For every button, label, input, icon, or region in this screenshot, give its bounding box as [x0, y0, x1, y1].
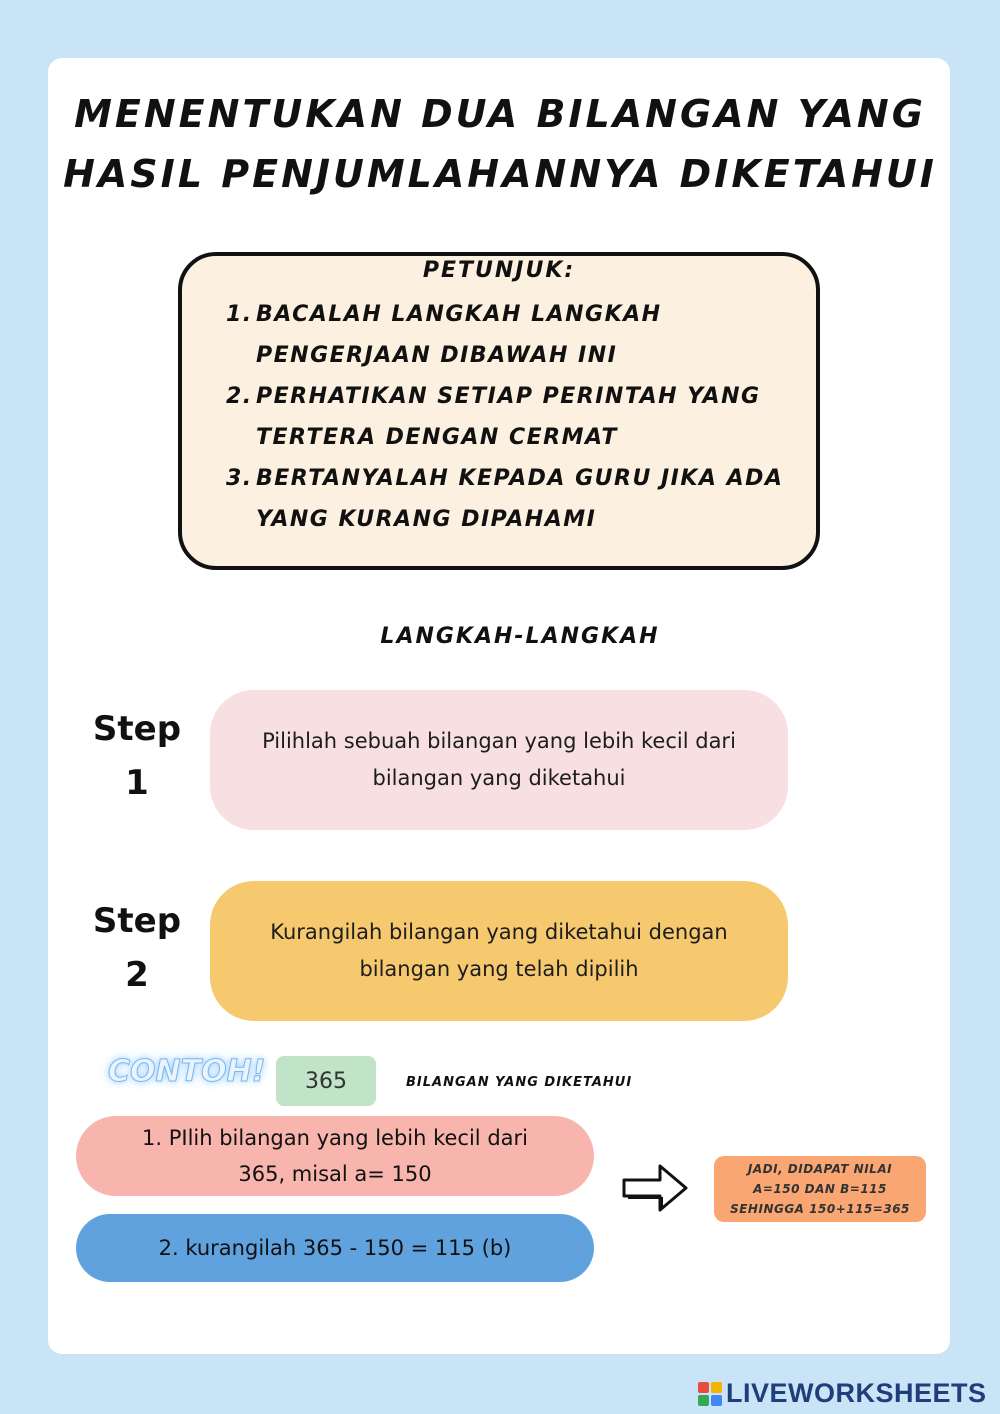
- liveworksheets-brand[interactable]: [698, 1378, 987, 1409]
- step-label-number: 1: [125, 763, 149, 803]
- result-line-3: SEHINGGA 150+115=365: [730, 1202, 910, 1216]
- instruction-text: BACALAH LANGKAH LANGKAH PENGERJAAN DIBAWAH INI: [256, 302, 662, 368]
- result-line-1: JADI, DIDAPAT NILAI: [747, 1162, 893, 1176]
- instruction-text: PERHATIKAN SETIAP PERINTAH YANG TERTERA DENGAN CERMAT: [256, 384, 761, 450]
- steps-heading: LANGKAH-LANGKAH: [380, 624, 660, 649]
- instructions-list: [226, 294, 796, 540]
- step-label-number: 2: [125, 955, 149, 995]
- example-step-1-text: 1. PIlih bilangan yang lebih kecil dari 365, misal a= 150: [142, 1126, 528, 1186]
- title-line-1: MENENTUKAN DUA BILANGAN YANG: [74, 92, 926, 136]
- liveworksheets-logo-icon: [698, 1382, 722, 1406]
- instruction-text: BERTANYALAH KEPADA GURU JIKA ADA YANG KURANG DIPAHAMI: [256, 466, 784, 532]
- known-number-label: BILANGAN YANG DIKETAHUI: [406, 1075, 633, 1090]
- step-label-word: Step: [92, 709, 182, 749]
- instruction-item: [226, 294, 796, 376]
- page-title: [0, 84, 1000, 204]
- example-step-1: [76, 1116, 594, 1196]
- brand-name: LIVEWORKSHEETS: [726, 1378, 987, 1408]
- instruction-number: 1.: [226, 302, 253, 327]
- instruction-item: [226, 376, 796, 458]
- instruction-number: 2.: [226, 384, 253, 409]
- instructions-heading: PETUNJUK:: [422, 258, 576, 283]
- step-2-label: [82, 894, 192, 1002]
- title-line-2: HASIL PENJUMLAHANNYA DIKETAHUI: [63, 152, 937, 196]
- example-step-2-text: 2. kurangilah 365 - 150 = 115 (b): [158, 1236, 512, 1260]
- example-badge: CONTOH!: [108, 1054, 266, 1089]
- instruction-number: 3.: [226, 466, 253, 491]
- example-step-2: [76, 1214, 594, 1282]
- known-number: 365: [305, 1068, 347, 1094]
- result-line-2: A=150 DAN B=115: [753, 1182, 887, 1196]
- arrow-right-icon: [620, 1160, 690, 1216]
- step-1-box: [210, 690, 788, 830]
- instruction-item: [226, 458, 796, 540]
- step-1-text: Pilihlah sebuah bilangan yang lebih kecil dari bilangan yang diketahui: [262, 729, 736, 790]
- step-2-text: Kurangilah bilangan yang diketahui dengan bilangan yang telah dipilih: [270, 920, 728, 981]
- step-2-box: [210, 881, 788, 1021]
- step-1-label: [82, 702, 192, 810]
- result-box: [714, 1156, 926, 1222]
- known-number-box: [276, 1056, 376, 1106]
- step-label-word: Step: [92, 901, 182, 941]
- instructions-box: [178, 252, 820, 570]
